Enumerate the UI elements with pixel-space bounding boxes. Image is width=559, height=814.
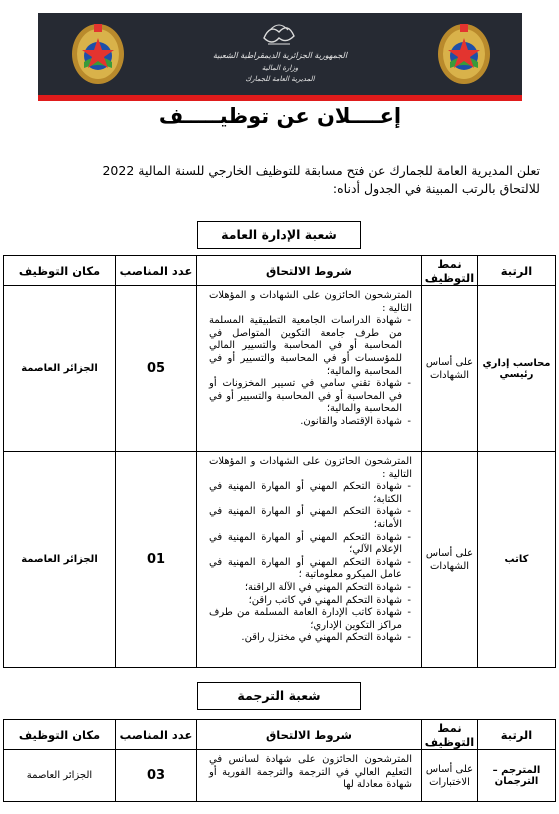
conditions-intro: المترشحون الحائزون على شهادة لسانس في التعليم العالي في الترجمة والترجمة الفورية أو شهادة معادلة لها <box>209 754 412 791</box>
header-rank: الرتبة <box>478 720 556 750</box>
condition-item: - شهادة التحكم المهني أو المهارة المهنية في الإعلام الآلي؛ <box>209 532 402 557</box>
condition-item: - شهادة التحكم المهني أو المهارة المهنية في الكتابة؛ <box>209 481 402 506</box>
rank-cell: محاسب إداري رئيسي <box>478 286 556 452</box>
condition-item: - شهادة تقني سامي في تسيير المخزونات أو في المحاسبة أو في المحاسبة والتسيير أو في المحاسبة والمالية؛ <box>209 378 402 416</box>
rank-cell: كاتب <box>478 452 556 668</box>
table-row <box>4 750 556 802</box>
recruitment-table-translation <box>3 719 556 802</box>
customs-emblem-icon <box>70 22 126 86</box>
intro-line-1: تعلن المديرية العامة للجمارك عن فتح مسابقة للتوظيف الخارجي للسنة المالية 2022 <box>102 163 540 178</box>
condition-item: - شهادة التحكم المهني أو المهارة المهنية في الأمانة؛ <box>209 506 402 531</box>
mode-cell: على أساس الاختبارات <box>422 750 478 802</box>
section-title-general-administration: شعبة الإدارة العامة <box>197 221 361 249</box>
conditions-intro: المترشحون الحائزون على الشهادات و المؤهلات التالية : <box>209 290 412 314</box>
header-location: مكان التوظيف <box>4 720 116 750</box>
republic-seal-icon <box>260 18 298 50</box>
location-cell: الجزائر العاصمة <box>4 286 116 452</box>
rank-cell: المترجم – الترجمان <box>478 750 556 802</box>
recruitment-table-administration <box>3 255 556 668</box>
mode-cell: على أساس الشهادات <box>422 286 478 452</box>
header-directorate-name: المديرية العامة للجمارك <box>245 75 315 83</box>
condition-item: - شهادة الإقتصاد والقانون. <box>209 416 402 429</box>
announcement-title: إعــــلان عن توظيـــــف <box>158 104 402 128</box>
header-mode: نمط التوظيف <box>422 256 478 286</box>
header-republic-name: الجمهورية الجزائرية الديمقراطية الشعبية <box>212 51 348 60</box>
intro-line-2: للالتحاق بالرتب المبينة في الجدول أدناه: <box>332 181 540 196</box>
conditions-list <box>209 481 412 645</box>
condition-item: - شهادة التحكم المهني في كاتب راقن؛ <box>209 595 402 608</box>
positions-cell: 03 <box>116 750 197 802</box>
condition-item: - شهادة كاتب الإدارة العامة المسلمة من طرف مراكز التكوين الإداري؛ <box>209 607 402 632</box>
conditions-cell <box>197 750 422 802</box>
table-header-row <box>4 256 556 286</box>
mode-cell: على أساس الشهادات <box>422 452 478 668</box>
positions-cell: 01 <box>116 452 197 668</box>
positions-cell: 05 <box>116 286 197 452</box>
condition-item: - شهادة الدراسات الجامعية التطبيقية المسلمة من طرف جامعة التكوين المتواصل في المحاسبة أو في المحاسبة والتسيير المالي للمؤسسات أو في المحاسبة والتسيير أو في المحاسبة والمالية؛ <box>209 315 402 378</box>
section-title-translation: شعبة الترجمة <box>197 682 361 710</box>
customs-emblem-icon <box>436 22 492 86</box>
header-mode: نمط التوظيف <box>422 720 478 750</box>
header-conditions: شروط الالتحاق <box>197 256 422 286</box>
header-rank: الرتبة <box>478 256 556 286</box>
header-positions: عدد المناصب <box>116 720 197 750</box>
conditions-cell <box>197 452 422 668</box>
condition-item: - شهادة التحكم المهني أو المهارة المهنية في عامل الميكرو معلوماتية ؛ <box>209 557 402 582</box>
conditions-cell <box>197 286 422 452</box>
table-row <box>4 452 556 668</box>
table-row <box>4 286 556 452</box>
header-red-stripe <box>38 95 522 101</box>
header-ministry-name: وزارة المالية <box>261 64 299 72</box>
header-location: مكان التوظيف <box>4 256 116 286</box>
table-header-row <box>4 720 556 750</box>
location-cell: الجزائر العاصمة <box>4 750 116 802</box>
condition-item: - شهادة التحكم المهني في مختزل راقن. <box>209 632 402 645</box>
conditions-list <box>209 315 412 428</box>
condition-item: - شهادة التحكم المهني في الآلة الراقنة؛ <box>209 582 402 595</box>
location-cell: الجزائر العاصمة <box>4 452 116 668</box>
conditions-intro: المترشحون الحائزون على الشهادات و المؤهلات التالية : <box>209 456 412 480</box>
header-conditions: شروط الالتحاق <box>197 720 422 750</box>
header-positions: عدد المناصب <box>116 256 197 286</box>
